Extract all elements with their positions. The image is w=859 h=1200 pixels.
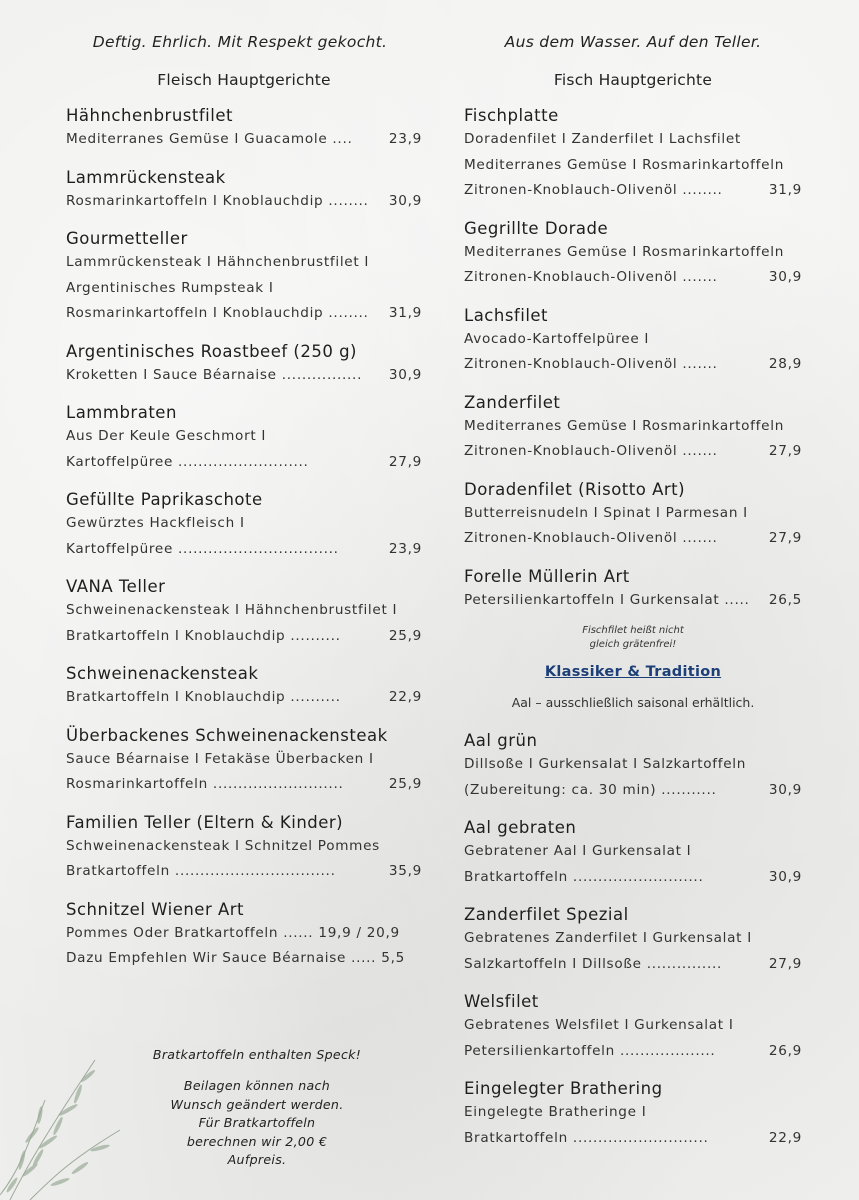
dish-description-line (464, 865, 802, 891)
dish-description: Dillsoße I Gurkensalat I Salzkartoffeln (464, 756, 747, 772)
dish-description: Kartoffelpüree .......................... (66, 453, 309, 470)
dish-price: 27,9 (388, 453, 422, 470)
dish-price: 22,9 (388, 689, 422, 705)
dish-description-line (66, 598, 422, 624)
dish-name: Familien Teller (Eltern & Kinder) (66, 812, 344, 832)
menu-item (66, 166, 422, 215)
dish-description-line (464, 327, 802, 353)
menu-item (464, 729, 802, 803)
dish-description: Rosmarinkartoffeln I Knoblauchdip ........ (66, 305, 369, 321)
left-tagline: Deftig. Ehrlich. Mit Respekt gekocht. (92, 33, 388, 51)
dish-description-line (464, 926, 802, 952)
dish-description-line (66, 511, 422, 537)
dish-price: 27,9 (768, 443, 802, 459)
dish-price: 35,9 (388, 863, 422, 879)
dish-description: Dazu Empfehlen Wir Sauce Béarnaise ..... 5,5 (66, 950, 405, 966)
dish-description-line (66, 127, 422, 153)
menu-item (464, 990, 802, 1064)
classic-menu-list (464, 729, 802, 1151)
menu-item (464, 1077, 802, 1151)
dish-description-line (66, 685, 422, 711)
dish-description: Rosmarinkartoffeln .......................... (66, 776, 344, 792)
dish-description: Gebratener Aal I Gurkensalat I (464, 843, 692, 859)
dish-name: Gegrillte Dorade (464, 218, 609, 238)
side-dishes-note-line: Wunsch geändert werden. (170, 1096, 344, 1112)
dish-description: Bratkartoffeln .......................... (464, 868, 704, 885)
side-dishes-note-line: Für Bratkartoffeln (198, 1115, 316, 1130)
dish-description-line (464, 1100, 802, 1126)
dish-price: 26,9 (768, 1042, 802, 1059)
dish-description-line (464, 952, 802, 978)
fish-bones-note (464, 624, 802, 651)
menu-item (464, 217, 802, 291)
dish-name: Aal gebraten (464, 818, 577, 837)
dish-description: Mediterranes Gemüse I Rosmarinkartoffeln (464, 417, 785, 434)
menu-item (66, 104, 422, 153)
dish-name: Lammbraten (66, 403, 177, 422)
dish-description: Bratkartoffeln ........................... (464, 1129, 709, 1146)
dish-description: Zitronen-Knoblauch-Olivenöl ....... (464, 530, 718, 546)
menu-item (464, 304, 802, 378)
menu-item (464, 391, 802, 465)
meat-menu-list (66, 104, 422, 972)
dish-price: 30,9 (388, 366, 422, 383)
dish-price: 28,9 (768, 356, 802, 372)
fish-menu-list (464, 104, 802, 613)
aal-seasonal-note: Aal – ausschließlich saisonal erhältlich. (511, 695, 755, 710)
dish-description: Zitronen-Knoblauch-Olivenöl ....... (464, 269, 718, 285)
dish-description-line (66, 747, 422, 773)
dish-description-line (464, 588, 802, 614)
dish-name: Gourmetteller (66, 229, 188, 248)
dish-description-line (66, 834, 422, 860)
dish-description-line (66, 921, 422, 947)
dish-name: Zanderfilet (464, 392, 561, 412)
menu-item (66, 488, 422, 562)
fish-bones-note-line: Fischfilet heißt nicht (582, 625, 684, 636)
menu-item (464, 104, 802, 204)
dish-name: Schnitzel Wiener Art (66, 899, 245, 919)
dish-description: Rosmarinkartoffeln I Knoblauchdip ........ (66, 192, 369, 209)
dish-description: Doradenfilet I Zanderfilet I Lachsfilet (464, 131, 741, 147)
menu-item (66, 811, 422, 885)
dish-name: Argentinisches Roastbeef (250 g) (66, 341, 357, 361)
dish-description: Schweinenackensteak I Hähnchenbrustfilet I (66, 602, 398, 618)
dish-price: 30,9 (388, 192, 422, 209)
dish-description-line (66, 450, 422, 476)
dish-price: 22,9 (768, 1129, 802, 1146)
dish-description-line (66, 624, 422, 650)
dish-name: Aal grün (464, 731, 538, 750)
dish-description-line (464, 127, 802, 153)
dish-name: Lammrückensteak (66, 167, 226, 187)
dish-description: (Zubereitung: ca. 30 min) ........... (464, 781, 717, 798)
dish-description: Mediterranes Gemüse I Rosmarinkartoffeln (464, 243, 785, 260)
meat-column (66, 30, 422, 985)
dish-description: Petersilienkartoffeln I Gurkensalat ..... (464, 591, 750, 608)
dish-description-line (66, 363, 422, 389)
dish-name: Forelle Müllerin Art (464, 566, 630, 586)
dish-description-line (464, 752, 802, 778)
dish-description-line (464, 1013, 802, 1039)
menu-item (464, 478, 802, 552)
dish-price: 23,9 (388, 540, 422, 557)
side-dishes-note-line: berechnen wir 2,00 € (186, 1133, 328, 1149)
dish-description-line (464, 178, 802, 204)
dish-description-line (66, 276, 422, 302)
dish-description: Kartoffelpüree ................................ (66, 540, 339, 557)
dish-description-line (66, 424, 422, 450)
dish-description: Aus Der Keule Geschmort I (66, 428, 267, 444)
menu-item (464, 565, 802, 614)
dish-description: Zitronen-Knoblauch-Olivenöl ....... (464, 443, 718, 459)
dish-description-line (464, 501, 802, 527)
dish-name: Eingelegter Brathering (464, 1079, 663, 1098)
dish-description: Gebratenes Zanderfilet I Gurkensalat I (464, 930, 752, 946)
dish-description-line (464, 1126, 802, 1152)
dish-description: Salzkartoffeln I Dillsoße ............... (464, 955, 723, 972)
klassiker-heading[interactable]: Klassiker & Tradition (544, 664, 722, 680)
menu-item (66, 401, 422, 475)
right-tagline: Aus dem Wasser. Auf den Teller. (504, 33, 762, 51)
dish-description-line (464, 240, 802, 266)
dish-description: Zitronen-Knoblauch-Olivenöl ........ (464, 182, 723, 198)
dish-description: Avocado-Kartoffelpüree I (464, 330, 650, 347)
dish-description-line (66, 301, 422, 327)
dish-description: Mediterranes Gemüse I Rosmarinkartoffeln (464, 156, 785, 173)
dish-name: Welsfilet (464, 992, 539, 1011)
dish-description-line (464, 439, 802, 465)
dish-description: Bratkartoffeln I Knoblauchdip .......... (66, 627, 341, 644)
dish-price: 26,5 (768, 591, 802, 608)
dish-description-line (66, 946, 422, 972)
dish-price: 31,9 (388, 305, 422, 321)
dish-description: Argentinisches Rumpsteak I (66, 279, 274, 296)
dish-name: Hähnchenbrustfilet (66, 106, 233, 125)
dish-description: Bratkartoffeln ................................ (66, 863, 336, 879)
menu-item (66, 662, 422, 711)
dish-description: Schweinenackensteak I Schnitzel Pommes (66, 837, 380, 854)
side-dishes-note-line: Aufpreis. (227, 1152, 287, 1167)
menu-item (464, 816, 802, 890)
menu-item (66, 724, 422, 798)
side-dishes-note-line: Beilagen können nach (183, 1078, 331, 1093)
dish-description-line (464, 778, 802, 804)
dish-description: Kroketten I Sauce Béarnaise ................ (66, 366, 363, 383)
dish-description: Gewürztes Hackfleisch I (66, 515, 245, 531)
dish-name: Gefüllte Paprikaschote (66, 490, 263, 509)
dish-description: Pommes Oder Bratkartoffeln ...... 19,9 / 20,9 (66, 924, 400, 941)
fish-section-title: Fisch Hauptgerichte (553, 71, 713, 89)
dish-description-line (464, 1039, 802, 1065)
speck-note: Bratkartoffeln enthalten Speck! (152, 1047, 362, 1062)
dish-description-line (464, 153, 802, 179)
dish-name: Schweinenackensteak (66, 664, 259, 683)
dish-description-line (66, 859, 422, 885)
dish-description: Bratkartoffeln I Knoblauchdip .......... (66, 689, 341, 705)
dish-description-line (464, 526, 802, 552)
dish-description: Eingelegte Bratheringe I (464, 1104, 647, 1120)
menu-item (66, 227, 422, 327)
menu-item (66, 340, 422, 389)
dish-name: VANA Teller (66, 577, 166, 596)
dish-price: 27,9 (768, 530, 802, 546)
dish-description: Sauce Béarnaise I Fetakäse Überbacken I (66, 750, 374, 767)
dish-description: Butterreisnudeln I Spinat I Parmesan I (464, 504, 748, 521)
dish-price: 23,9 (388, 131, 422, 147)
dish-description: Mediterranes Gemüse I Guacamole .... (66, 131, 353, 147)
side-dishes-note (132, 1077, 382, 1170)
dish-description-line (66, 772, 422, 798)
dish-name: Fischplatte (464, 106, 559, 125)
dish-description: Gebratenes Welsfilet I Gurkensalat I (464, 1017, 734, 1033)
dish-description: Petersilienkartoffeln ................... (464, 1042, 716, 1059)
dish-price: 25,9 (388, 627, 422, 644)
dish-description-line (66, 250, 422, 276)
dish-price: 30,9 (768, 269, 802, 285)
menu-item (66, 575, 422, 649)
dish-description-line (464, 414, 802, 440)
dish-description-line (464, 839, 802, 865)
dish-name: Zanderfilet Spezial (464, 905, 629, 924)
dish-name: Lachsfilet (464, 305, 549, 325)
dish-description-line (66, 189, 422, 215)
dish-name: Überbackenes Schweinenackensteak (66, 725, 388, 745)
dish-description-line (464, 265, 802, 291)
menu-item (66, 898, 422, 972)
dish-price: 31,9 (768, 182, 802, 198)
dish-description: Zitronen-Knoblauch-Olivenöl ....... (464, 356, 718, 372)
dish-description-line (464, 352, 802, 378)
fish-column (464, 30, 802, 1164)
dish-description: Lammrückensteak I Hähnchenbrustfilet I (66, 254, 370, 270)
dish-price: 25,9 (388, 776, 422, 792)
menu-item (464, 903, 802, 977)
meat-section-title: Fleisch Hauptgerichte (157, 71, 331, 89)
dish-price: 27,9 (768, 955, 802, 972)
dish-price: 30,9 (768, 868, 802, 885)
dish-price: 30,9 (768, 781, 802, 798)
dish-name: Doradenfilet (Risotto Art) (464, 479, 686, 499)
fish-bones-note-line: gleich grätenfrei! (589, 638, 677, 650)
dish-description-line (66, 537, 422, 563)
